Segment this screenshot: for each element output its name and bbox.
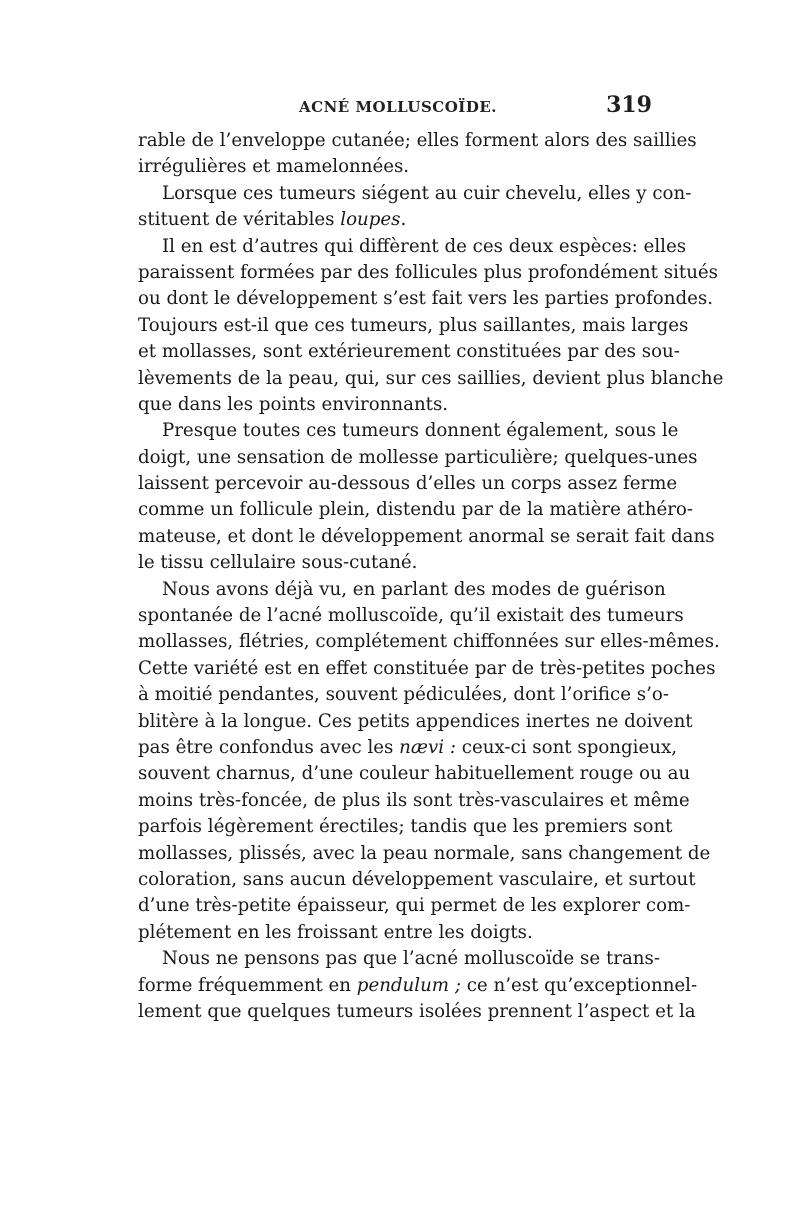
text-line: mateuse, et dont le développement anormal se serait fait dans <box>138 525 715 547</box>
text-line: Lorsque ces tumeurs siégent au cuir chevelu, elles y con- <box>162 182 692 204</box>
text-line: lèvements de la peau, qui, sur ces saillies, devient plus blanche <box>138 367 724 389</box>
text-line: Cette variété est en effet constituée par de très-petites poches <box>138 657 716 679</box>
text-line: Presque toutes ces tumeurs donnent également, sous le <box>162 420 679 442</box>
text-line: le tissu cellulaire sous-cutané. <box>138 552 418 574</box>
text-line: moins très-foncée, de plus ils sont très-vasculaires et même <box>138 789 690 811</box>
text-segment: ceux-ci sont spongieux, <box>455 736 677 758</box>
text-line <box>138 735 677 761</box>
running-title: ACNÉ MOLLUSCOÏDE. <box>299 98 497 116</box>
text-line: Nous avons déjà vu, en parlant des modes de guérison <box>162 578 666 600</box>
text-segment: stituent de véritables <box>138 209 341 231</box>
text-line: et mollasses, sont extérieurement constituées par des sou- <box>138 341 680 363</box>
text-segment: . <box>400 209 407 231</box>
text-line: Il en est d’autres qui diffèrent de ces deux espèces: elles <box>162 235 687 257</box>
text-line: mollasses, plissés, avec la peau normale, sans changement de <box>138 842 711 864</box>
text-line: paraissent formées par des follicules plus profondément situés <box>138 261 719 283</box>
body-text <box>138 128 724 1025</box>
text-line: rable de l’enveloppe cutanée; elles forment alors des saillies <box>138 130 697 151</box>
text-line: doigt, une sensation de mollesse particulière; quelques-unes <box>138 446 698 468</box>
text-line: Nous ne pensons pas que l’acné molluscoïde se trans- <box>162 948 660 970</box>
text-line: plétement en les froissant entre les doigts. <box>138 921 533 943</box>
text-line: à moitié pendantes, souvent pédiculées, dont l’orifice s’o- <box>138 684 669 706</box>
text-segment: forme fréquemment en <box>138 974 357 996</box>
text-line: parfois légèrement érectiles; tandis que les premiers sont <box>138 816 673 838</box>
italic-term: nævi : <box>399 736 456 758</box>
text-line: irrégulières et mamelonnées. <box>138 156 410 178</box>
text-line: coloration, sans aucun développement vasculaire, et surtout <box>138 868 696 890</box>
text-line <box>138 973 698 999</box>
text-line: spontanée de l’acné molluscoïde, qu’il existait des tumeurs <box>138 605 684 627</box>
text-line: comme un follicule plein, distendu par de la matière athéro- <box>138 499 694 521</box>
text-line <box>138 207 660 233</box>
italic-term: loupes <box>340 209 401 231</box>
text-line: lement que quelques tumeurs isolées prennent l’aspect et la <box>138 1000 696 1022</box>
text-segment: ce n’est qu’exceptionnel- <box>460 974 698 996</box>
text-segment: pas être confondus avec les <box>138 736 400 758</box>
text-line: d’une très-petite épaisseur, qui permet de les explorer com- <box>138 895 691 917</box>
text-line: que dans les points environnants. <box>138 393 449 415</box>
page-number: 319 <box>606 92 652 118</box>
italic-term: pendulum ; <box>356 974 461 996</box>
text-line: Toujours est-il que ces tumeurs, plus saillantes, mais larges <box>138 314 689 336</box>
text-line: blitère à la longue. Ces petits appendices inertes ne doivent <box>138 710 693 732</box>
running-head <box>138 92 658 124</box>
text-line: ou dont le développement s’est fait vers les parties profondes. <box>138 288 713 310</box>
text-line: souvent charnus, d’une couleur habituellement rouge ou au <box>138 763 691 785</box>
text-line: mollasses, flétries, complétement chiffonnées sur elles-mêmes. <box>138 631 720 653</box>
text-line: laissent percevoir au-dessous d’elles un corps assez ferme <box>138 473 678 495</box>
